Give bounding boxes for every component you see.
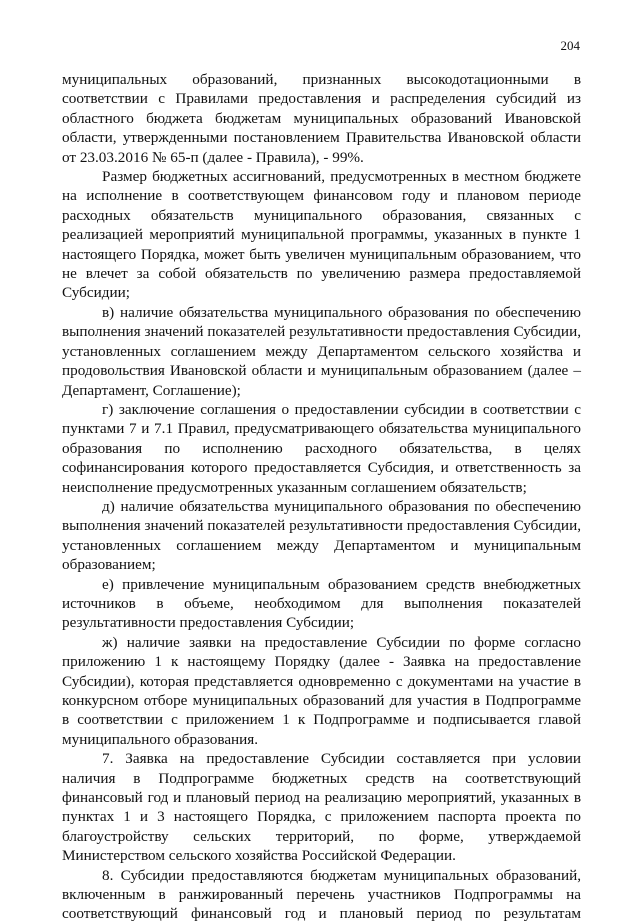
page-number: 204 [560,38,580,53]
paragraph-item-zh: ж) наличие заявки на предоставление Субсидии по форме согласно приложению 1 к настоящему Порядку (далее - Заявка на предоставление Субсидии), которая представляется одновременно с документами на участие в конкурсном отборе муниципальных образований для участия в Подпрограмме в соответствии с приложением 1 к Подпрограмме и подписывается главой муниципального образования. [62,633,581,748]
paragraph-budget-allocation: Размер бюджетных ассигнований, предусмотренных в местном бюджете на исполнение в соответствующем финансовом году и плановом периоде расходных обязательств муниципального образования, связанных с реализацией мероприятий муниципальной программы, указанных в пункте 1 настоящего Порядка, может быть увеличен муниципальным образованием, что не влечет за собой обязательств по увеличению размера предоставляемой Субсидии; [62,168,581,302]
paragraph-item-g: г) заключение соглашения о предоставлении субсидии в соответствии с пунктами 7 и 7.1 Правил, предусматривающего обязательства муниципального образования по исполнению расходного обязательства, в целях софинансирования которого предоставляется Субсидия, и ответственность за неисполнение предусмотренных указанным соглашением обязательств; [62,400,581,496]
paragraph-item-v: в) наличие обязательства муниципального образования по обеспечению выполнения значений показателей результативности предоставления Субсидии, установленных соглашением между Департаментом сельского хозяйства и продовольствия Ивановской области и муниципальным образованием (далее – Департамент, Соглашение); [62,303,581,399]
paragraph-clause-8: 8. Субсидии предоставляются бюджетам муниципальных образований, включенным в ранжированный перечень участников Подпрограммы на соответствующий финансовый год и плановый период по результатам [62,866,581,923]
paragraph-clause-7: 7. Заявка на предоставление Субсидии составляется при условии наличия в Подпрограмме бюджетных средств на соответствующий финансовый год и плановый период на реализацию мероприятий, указанных в пунктах 1 и 3 настоящего Порядка, с приложением паспорта проекта по благоустройству сельских территорий, по форме, утверждаемой Министерством сельского хозяйства Российской Федерации. [62,750,581,865]
paragraph-item-e: е) привлечение муниципальным образованием средств внебюджетных источников в объеме, необходимом для выполнения показателей результативности предоставления Субсидии; [62,575,581,632]
paragraph-item-d: д) наличие обязательства муниципального образования по обеспечению выполнения значений показателей результативности предоставления Субсидии, установленных соглашением между Департаментом и муниципальным образованием; [62,497,581,574]
document-body [62,70,581,924]
paragraph-continuation: муниципальных образований, признанных высокодотационными в соответствии с Правилами предоставления и распределения субсидий из областного бюджета бюджетам муниципальных образований Ивановской области, утвержденными постановлением Правительства Ивановской области от 23.03.2016 № 65-п (далее - Правила), - 99%. [62,71,581,166]
